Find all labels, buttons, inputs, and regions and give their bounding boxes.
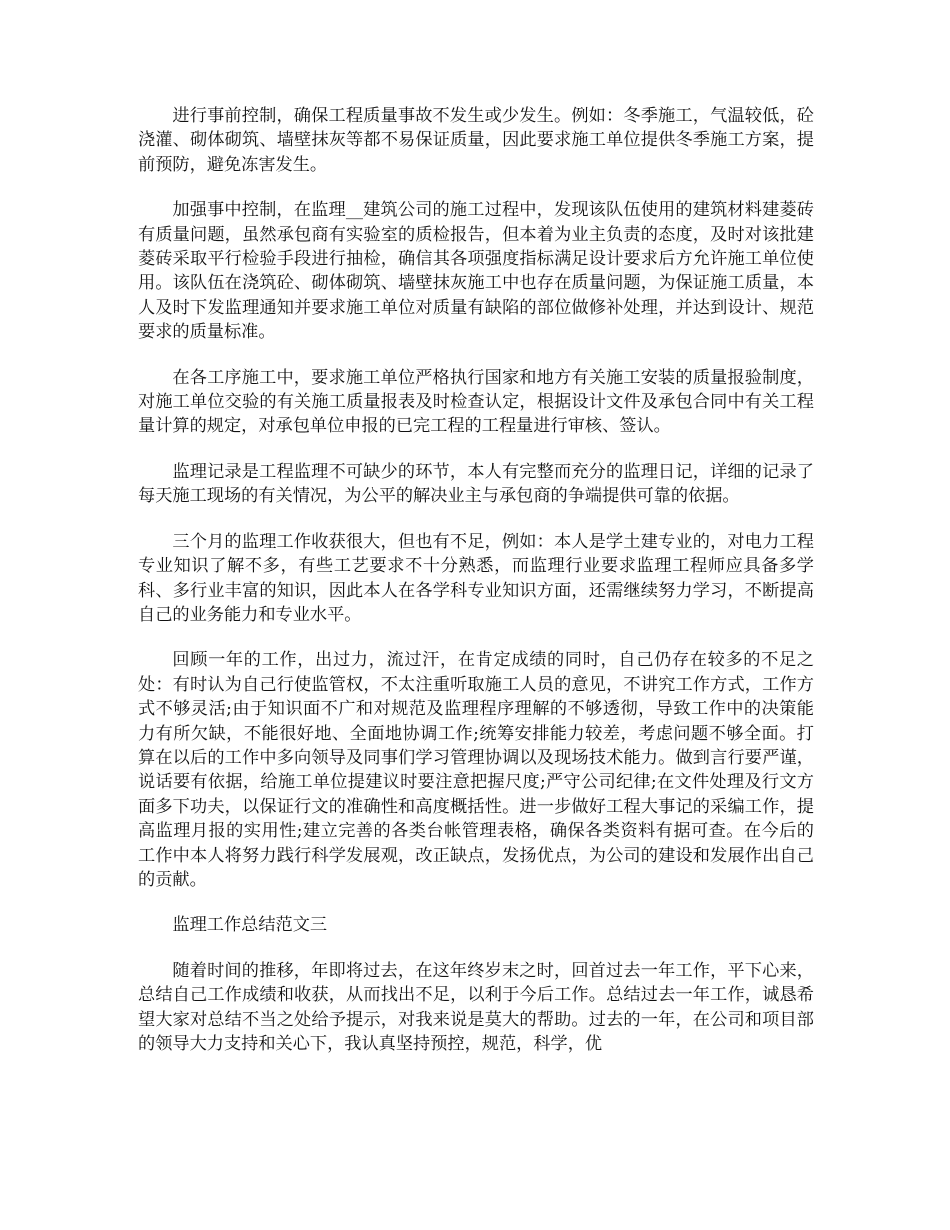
paragraph-shortcomings: 三个月的监理工作收获很大，但也有不足，例如：本人是学土建专业的，对电力工程专业知识了解不多，有些工艺要求不十分熟悉，而监理行业要求监理工程师应具备多学科、多行业丰富的知识，因此本人在各学科专业知识方面，还需继续努力学习，不断提高自己的业务能力和专业水平。 (138, 531, 814, 625)
paragraph-supervision-records: 监理记录是工程监理不可缺少的环节，本人有完整而充分的监理日记，详细的记录了每天施工现场的有关情况，为公平的解决业主与承包商的争端提供可靠的依据。 (138, 461, 814, 507)
paragraph-inspection-procedure: 在各工序施工中，要求施工单位严格执行国家和地方有关施工安装的质量报验制度，对施工单位交验的有关施工质量报表及时检查认定，根据设计文件及承包合同中有关工程量计算的规定，对承包单位申报的已完工程的工程量进行审核、签认。 (138, 367, 814, 437)
paragraph-pre-control: 进行事前控制，确保工程质量事故不发生或少发生。例如：冬季施工，气温较低，砼浇灌、砌体砌筑、墙壁抹灰等都不易保证质量，因此要求施工单位提供冬季施工方案，提前预防，避免冻害发生。 (138, 106, 814, 175)
document-body (138, 104, 814, 1077)
paragraph-in-process-control: 加强事中控制，在监理__建筑公司的施工过程中，发现该队伍使用的建筑材料建菱砖有质量问题，虽然承包商有实验室的质检报告，但本着为业主负责的态度，及时对该批建菱砖采取平行检验手段进行抽检，确信其各项强度指标满足设计要求后方允许施工单位使用。该队伍在浇筑砼、砌体砌筑、墙壁抹灰施工中也存在质量问题，为保证施工质量，本人及时下发监理通知并要求施工单位对质量有缺陷的部位做修补处理，并达到设计、规范要求的质量标准。 (138, 200, 814, 343)
paragraph-new-section-intro: 随着时间的推移，年即将过去，在这年终岁末之时，回首过去一年工作，平下心来，总结自己工作成绩和收获，从而找出不足，以利于今后工作。总结过去一年工作，诚恳希望大家对总结不当之处给予提示，对我来说是莫大的帮助。过去的一年，在公司和项目部的领导大力支持和关心下，我认真坚持预控，规范，科学，优 (138, 960, 814, 1054)
section-title: 监理工作总结范文三 (172, 915, 328, 936)
paragraph-annual-review: 回顾一年的工作，出过力，流过汗，在肯定成绩的同时，自己仍存在较多的不足之处：有时认为自己行使监管权，不太注重听取施工人员的意见，不讲究工作方式，工作方式不够灵活;由于知识面不广和对规范及监理程序理解的不够透彻，导致工作中的决策能力有所欠缺，不能很好地、全面地协调工作;统筹安排能力较差，考虑问题不够全面。打算在以后的工作中多向领导及同事们学习管理协调以及现场技术能力。做到言行要严谨，说话要有依据，给施工单位提建议时要注意把握尺度;严守公司纪律;在文件处理及行文方面多下功夫，以保证行文的准确性和高度概括性。进一步做好工程大事记的采编工作，提高监理月报的实用性;建立完善的各类台帐管理表格，确保各类资料有据可查。在今后的工作中本人将努力践行科学发展观，改正缺点，发扬优点，为公司的建设和发展作出自己的贡献。 (138, 650, 814, 890)
